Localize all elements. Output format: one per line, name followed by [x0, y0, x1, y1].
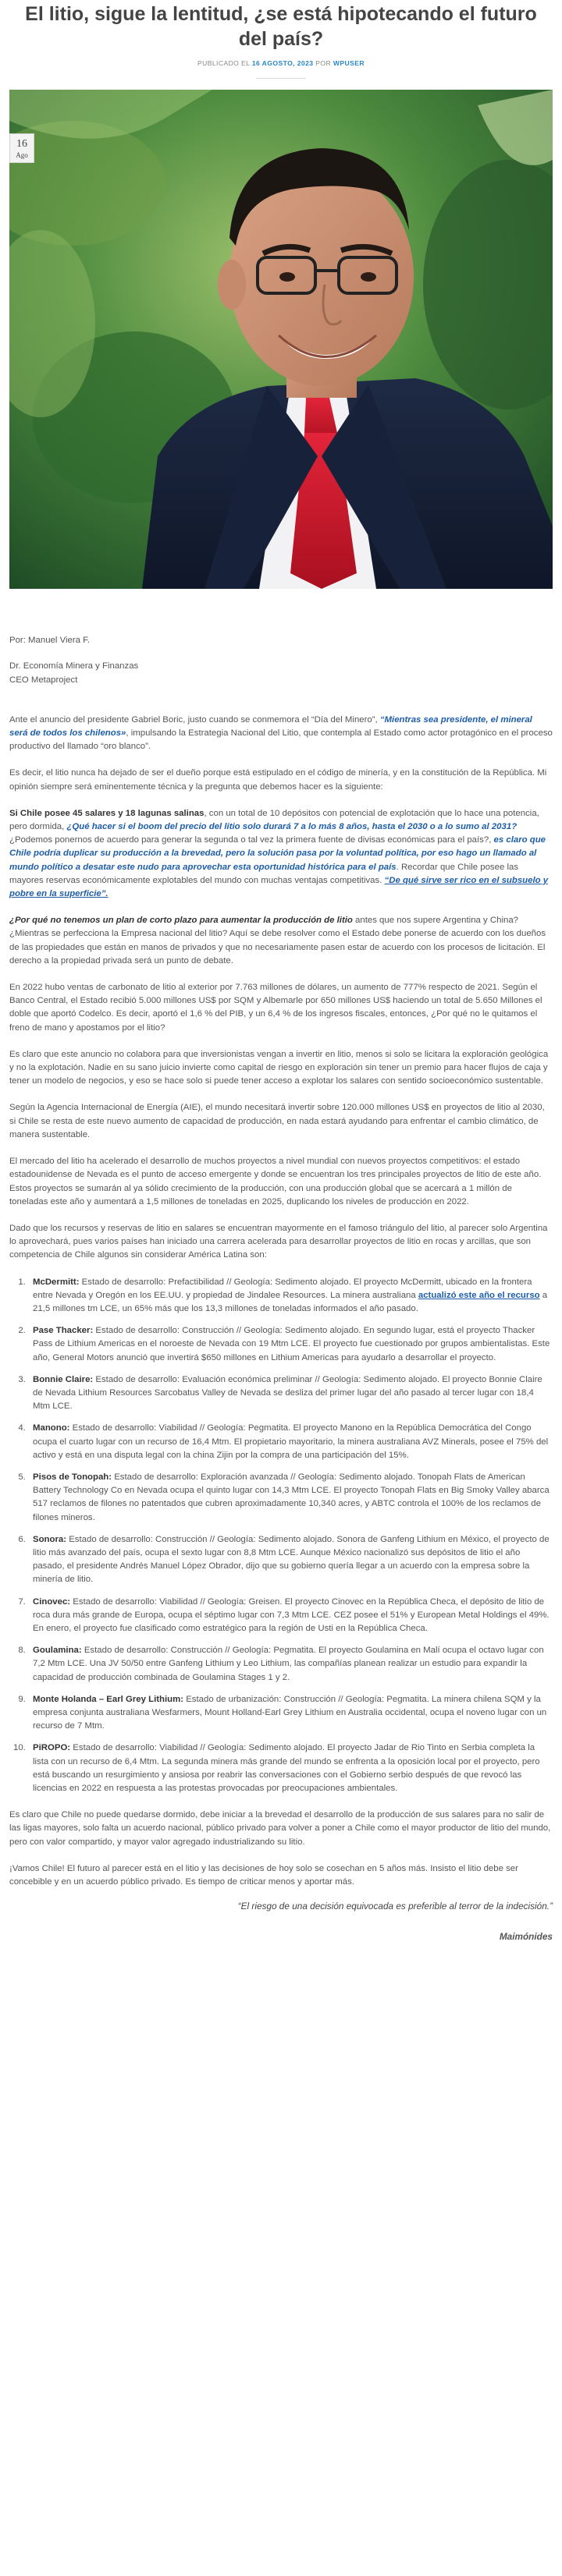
- paragraph: Dado que los recursos y reservas de litio en salares se encuentran mayormente en el famoso triángulo del litio, al parecer solo Argentina lo aprovechará, pues varios países han iniciado una carrera acelerada para desarrollar proyectos de litio en rocas y arcillas, que son competencia de Chile algunos sin considerar América Latina son:: [9, 1223, 548, 1260]
- project-name: Goulamina:: [33, 1646, 82, 1656]
- project-name: McDermitt:: [33, 1277, 80, 1287]
- list-item: [28, 1533, 553, 1587]
- list-item: [28, 1644, 553, 1685]
- paragraph: [9, 914, 553, 968]
- project-text: Estado de desarrollo: Prefactibilidad // Geología: Sedimento alojado. El proyecto McDermitt, ubicado en la frontera entre Nevada y Oregón en los EE.UU. y propiedad de Jindalee Resources. La minera australiana: [33, 1277, 532, 1300]
- date-badge: [9, 133, 34, 163]
- title-divider: [256, 78, 306, 79]
- paragraph: En 2022 hubo ventas de carbonato de litio al exterior por 7.763 millones de dólares, un aumento de 777% respecto de 2021. Según el Banco Central, el Estado recibió 5.000 millones US$ por SQM y Albemarle por 650 millones US$ haciendo un total de 5.650 Millones el doble que aportó Codelco. Es decir, aportó el 1,6 % del PIB, y un 6,4 % de los ingresos fiscales, entonces, ¿Por qué no le quitamos el freno de mano y apostamos por el litio?: [9, 983, 542, 1033]
- highlight-question: ¿Qué hacer si el boom del precio del litio solo durará 7 a lo más 8 años, hasta el 2030 o a lo sumo al 2031?: [66, 822, 518, 832]
- project-text: Estado de desarrollo: Viabilidad // Geología: Greisen. El proyecto Cinovec en la República Checa, el depósito de litio de roca dura más grande de Europa, ocupa el séptimo lugar con 7,3 Mtm LCE. CEZ posee el 51% y European Metal Holdings el 49%. En enero, el proyecto fue clasificado como estratégico para la región de Usti en la República Checa.: [33, 1596, 550, 1633]
- text-run: Ante el anuncio del presidente Gabriel Boric, justo cuando se conmemora el “Día del Minero”,: [9, 714, 380, 725]
- list-item: [28, 1693, 553, 1734]
- highlight-statement: es claro que Chile podría duplicar su producción a la brevedad, pero la solución pasa por la voluntad política, por eso hago un llamado al mundo político a desatar este nudo para aprovechar esta oportunidad histórica para el país: [9, 835, 546, 872]
- date-badge-day: 16: [16, 138, 27, 151]
- list-item: [28, 1422, 553, 1462]
- list-item: [28, 1471, 553, 1525]
- credential-line: Dr. Economía Minera y Finanzas: [9, 661, 139, 671]
- project-text: Estado de urbanización: Construcción // Geología: Pegmatita. La minera chilena SQM y la empresa conjunta australiana Wesfarmers, Mount Holland-Earl Grey Lithium en Australia occidental, ocupa el noveno lugar con un recurso de 7 Mtm.: [33, 1694, 547, 1731]
- text-run: , con un total de 10 depósitos con potencial de explotación que lo hace una potencia, pero dormida,: [9, 808, 539, 832]
- project-text: Estado de desarrollo: Evaluación económica preliminar // Geología: Sedimento alojado. El proyecto Bonnie Claire de Nevada Lithium Resources Sarcobatus Valley de Nevada se desliza del primer lugar del año pasado al tercer lugar con 18,4 Mtm LCE.: [33, 1374, 542, 1412]
- project-text: Estado de desarrollo: Viabilidad // Geología: Pegmatita. El proyecto Manono en la República Democrática del Congo ocupa el cuarto lugar con un recurso de 16,4 Mtm. El propietario mayoritario, la minera australiana AVZ Minerals, posee el 75% del activo y está en una disputa legal con la china Zijin por la compra de una participación del 15%.: [33, 1423, 549, 1460]
- quote-author: Maimónides: [499, 1931, 553, 1943]
- text-run: . Recordar que Chile posee las mayores reservas económicamente explotables del mundo con muchas ventajas competitivas.: [9, 862, 519, 885]
- bold-run: Si Chile posee 45 salares y 18 lagunas salinas: [9, 808, 205, 818]
- date-badge-month: Ago: [16, 151, 28, 160]
- author-credentials: [9, 660, 553, 686]
- publish-date-link[interactable]: 16 AGOSTO, 2023: [251, 59, 314, 67]
- paragraph-intro: [9, 714, 553, 754]
- author-link[interactable]: WPUSER: [333, 59, 365, 67]
- paragraph-question: [9, 807, 553, 901]
- project-text: a 21,5 millones tm LCE, un 65% más que los 13,3 millones de toneladas informados el año pasado.: [33, 1290, 548, 1313]
- paragraph: Es claro que este anuncio no colabora para que inversionistas vengan a invertir en litio, menos si solo se licitara la exploración geológica y no la explotación. Nadie en su sano juicio invierte como capital de riesgo en exploración sin tener un premio para hacer flujos de caja y tener un modelo de negocios, y eso se hace solo si puede tener acceso a explotar los salares con sentido socioeconómico sustentable.: [9, 1049, 549, 1086]
- article-title: El litio, sigue la lentitud, ¿se está hipotecando el futuro del país?: [25, 3, 537, 50]
- paragraph: Es decir, el litio nunca ha dejado de ser el dueño porque está estipulado en el código de minería, y en la constitución de la República. Mi opinión siempre será eminentemente técnica y la pregunta que debemos hacer es la siguiente:: [9, 768, 547, 792]
- list-item: [28, 1596, 553, 1636]
- paragraph: Según la Agencia Internacional de Energía (AIE), el mundo necesitará invertir sobre 120.000 millones US$ en proyectos de litio al 2030, si Chile se resta de este nuevo aumento de capacidad de producción, en nada estará ayudando para enfrentar el cambio climático, de manera sustentable.: [9, 1103, 545, 1139]
- meta-by: POR: [315, 59, 332, 67]
- project-name: Pase Thacker:: [33, 1326, 94, 1336]
- paragraph: El mercado del litio ha acelerado el desarrollo de muchos proyectos a nivel mundial con nuevos proyectos competitivos: el estado estadounidense de Nevada es el punto de acceso emergente y donde se encuentran los tres principales proyectos de litio de este año. Estos proyectos se sumarán al ya sólido crecimiento de la producción, con una producción global que se acercará a 1 millón de toneladas este año y aumentará a 1,5 millones de toneladas en 2025, duplicando los niveles de producción en 2022.: [9, 1157, 542, 1207]
- project-name: Pisos de Tonopah:: [33, 1472, 112, 1482]
- credential-line: CEO Metaproject: [9, 675, 78, 685]
- resource-update-link[interactable]: actualizó este año el recurso: [418, 1290, 540, 1300]
- portrait-photo: [9, 90, 553, 589]
- project-name: PiROPO:: [33, 1743, 71, 1753]
- list-item: [28, 1373, 553, 1414]
- highlight-quote: “Mientras sea presidente, el mineral será de todos los chilenos»: [9, 714, 532, 739]
- project-text: Estado de desarrollo: Construcción // Geología: Sedimento alojado. Sonora de Ganfeng Lithium en México, el proyecto de litio más avanzado del país, ocupa el sexto lugar con 8,8 Mtm LCE. Aunque México nacionalizó sus depósitos de litio el año pasado, el presidente Andrés Manuel López Obrador, dijo que su gobierno quería llegar a un acuerdo con la empresa sobre la minería de litio.: [33, 1534, 550, 1585]
- paragraph: Es claro que Chile no puede quedarse dormido, debe iniciar a la brevedad el desarrollo de la producción de sus salares para no salir de las ligas mayores, solo falta un acuerdo nacional, público privado para volver a poner a Chile como el mayor productor de litio del mundo, pero con valor compartido, y mayor valor agregado industrializando su litio.: [9, 1810, 551, 1847]
- project-name: Monte Holanda – Earl Grey Lithium:: [33, 1694, 184, 1704]
- list-item: [28, 1742, 553, 1795]
- project-name: Cinovec:: [33, 1596, 71, 1607]
- project-text: Estado de desarrollo: Construcción // Geología: Pegmatita. El proyecto Goulamina en Malí ocupa el octavo lugar con 7,2 Mtm LCE. Una JV 50/50 entre Ganfeng Lithium y Leo Lithium, las compañías planean realizar un estudio para expandir la capacidad de producción combinada de Goulamina Stages 1 y 2.: [33, 1646, 544, 1682]
- paragraph: ¡Vamos Chile! El futuro al parecer está en el litio y las decisiones de hoy solo se cosechan en 5 años más. Insisto el litio debe ser concebible y en un acuerdo público privado. Es tiempo de criticar menos y aportar más.: [9, 1863, 518, 1887]
- text-run: , impulsando: [126, 728, 180, 739]
- meta-prefix: PUBLICADO EL: [197, 59, 251, 67]
- text-run: la Estrategia Nacional del Litio, que contempla al Estado como actor protagónico en el proceso productivo del llamado “oro blanco”.: [9, 728, 553, 752]
- closing-quote: “El riesgo de una decisión equivocada es preferible al terror de la indecisión.”: [237, 1901, 553, 1912]
- projects-list: [9, 1276, 553, 1796]
- project-text: Estado de desarrollo: Exploración avanzada // Geología: Sedimento alojado. Tonopah Flats de American Battery Technology Co en Nevada ocupa el quinto lugar con 14,3 Mtm LCE. El proyecto Tonopah Flats en Big Smoky Valley abarca 517 reclamos de filones no patentados que cubren aproximadamente 10,340 acres, y ABTC controla el 100% de los reclamos de filones mineros.: [33, 1472, 550, 1522]
- text-run: antes que nos supere Argentina y China? ¿Mientras se perfecciona la Empresa nacional del litio? Aquí se debe resolver como el Estado debe ponerse de acuerdo con los dueños de las propiedades que están en manos de privados y que no necesariamente pasen estar de acuerdo con los procesos de licitación. El derecho a la propiedad privada será un punto de debate.: [9, 916, 546, 966]
- list-item: [28, 1324, 553, 1365]
- project-text: Estado de desarrollo: Viabilidad // Geología: Sedimento alojado. El proyecto Jadar de Rio Tinto en Serbia completa la lista con un recurso de 6,4 Mtm. La segunda minera más grande del mundo se enfrenta a la oposición local por el proyecto, pero está buscando un resurgimiento y ansiosa por reabrir las conversaciones con el Gobierno serbio después de que revocó las licencias en 2022 en respuesta a las protestas provocadas por preocupaciones ambientales.: [33, 1743, 540, 1794]
- article-meta: [9, 57, 553, 70]
- project-text: Estado de desarrollo: Construcción // Geología: Sedimento alojado. En segundo lugar, está el proyecto Thacker Pass de Lithium Americas en el noroeste de Nevada con 19 Mtm LCE. El proyecto fue cuestionado por grupos ambientalistas. Este año, General Motors anunció que invertirá $650 millones en Lithium Americas para ayudarlo a desarrollar el proyecto.: [33, 1326, 550, 1362]
- featured-image: [9, 90, 553, 589]
- list-item: [28, 1276, 553, 1316]
- highlight-underlined: “De qué sirve ser rico en el subsuelo y pobre en la superficie”.: [9, 875, 549, 899]
- project-name: Bonnie Claire:: [33, 1374, 94, 1384]
- project-name: Manono:: [33, 1423, 70, 1433]
- author-byline: Por: Manuel Viera F.: [9, 636, 90, 646]
- text-run: ¿Podemos ponernos de acuerdo para generar la segunda o tal vez la primera fuente de divisas económicas para el país?,: [9, 835, 494, 845]
- bold-italic-run: ¿Por qué no tenemos un plan de corto plazo para aumentar la producción de litio: [9, 916, 353, 926]
- project-name: Sonora:: [33, 1534, 67, 1544]
